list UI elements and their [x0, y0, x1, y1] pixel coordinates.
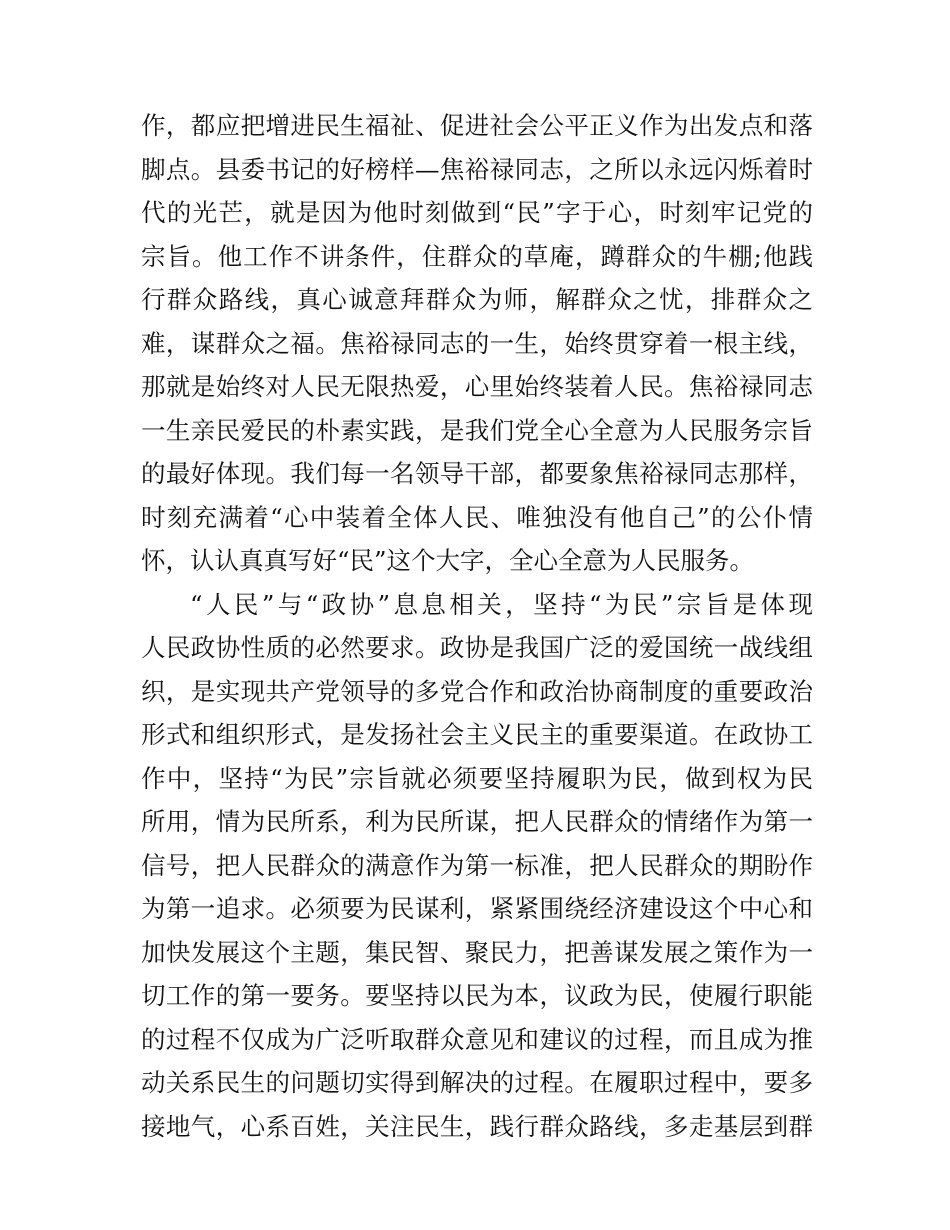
- paragraph-1: [141, 104, 813, 583]
- text-line: 作中，坚持“为民”宗旨就必须要坚持履职为民，做到权为民: [141, 763, 813, 793]
- text-line: 的最好体现。我们每一名领导干部，都要象焦裕禄同志那样，: [141, 459, 813, 488]
- paragraph-2: [141, 583, 813, 1149]
- text-line: 宗旨。他工作不讲条件，住群众的草庵，蹲群众的牛棚;他践: [141, 241, 813, 271]
- text-line: 脚点。县委书记的好榜样—焦裕禄同志，之所以永远闪烁着时: [141, 154, 813, 184]
- text-line: 所用，情为民所系，利为民所谋，把人民群众的情绪作为第一: [141, 807, 813, 836]
- body-text: [141, 104, 813, 1148]
- text-line: 行群众路线，真心诚意拜群众为师，解群众之忧，排群众之: [141, 285, 813, 314]
- text-line: 信号，把人民群众的满意作为第一标准，把人民群众的期盼作: [141, 850, 813, 880]
- text-line: 切工作的第一要务。要坚持以民为本，议政为民，使履行职能: [141, 981, 813, 1010]
- text-line: 作，都应把增进民生福祉、促进社会公平正义作为出发点和落: [141, 111, 813, 140]
- text-line: 人民政协性质的必然要求。政协是我国广泛的爱国统一战线组: [141, 633, 813, 662]
- text-line: 时刻充满着“心中装着全体人民、唯独没有他自己”的公仆情: [141, 502, 813, 532]
- text-line: 接地气，心系百姓，关注民生，践行群众路线，多走基层到群: [141, 1111, 813, 1141]
- text-line: 那就是始终对人民无限热爱，心里始终装着人民。焦裕禄同志: [141, 372, 813, 401]
- text-line: 一生亲民爱民的朴素实践，是我们党全心全意为人民服务宗旨: [141, 415, 813, 445]
- text-line: 织，是实现共产党领导的多党合作和政治协商制度的重要政治: [141, 676, 813, 706]
- text-line: 形式和组织形式，是发扬社会主义民主的重要渠道。在政协工: [141, 720, 813, 749]
- text-line: 代的光芒，就是因为他时刻做到“民”字于心，时刻牢记党的: [141, 198, 813, 227]
- text-line: 的过程不仅成为广泛听取群众意见和建议的过程，而且成为推: [141, 1024, 813, 1054]
- text-line: 难，谋群众之福。焦裕禄同志的一生，始终贯穿着一根主线，: [141, 328, 813, 358]
- text-line: 加快发展这个主题，集民智、聚民力，把善谋发展之策作为一: [141, 937, 813, 967]
- text-line: 为第一追求。必须要为民谋利，紧紧围绕经济建设这个中心和: [141, 894, 813, 923]
- text-line: “人民”与“政协”息息相关，坚持“为民”宗旨是体现: [190, 589, 813, 619]
- text-line: 怀，认认真真写好“民”这个大字，全心全意为人民服务。: [141, 546, 755, 575]
- text-line: 动关系民生的问题切实得到解决的过程。在履职过程中，要多: [141, 1068, 813, 1097]
